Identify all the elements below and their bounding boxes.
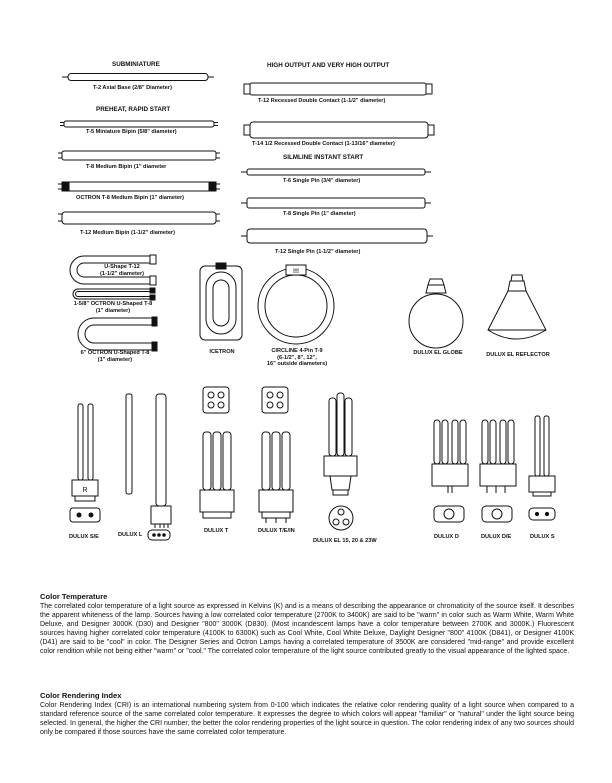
t2-axial-lamp <box>62 74 214 81</box>
heading-preheat: PREHEAT, RAPID START <box>96 106 171 113</box>
label-dulux-d: DULUX D <box>434 534 459 540</box>
label-dulux-se: DULUX S/E <box>69 534 99 540</box>
t12-recessed-lamp <box>244 83 432 95</box>
svg-text:!!!: !!! <box>293 269 299 275</box>
label-t12-bipin: T-12 Medium Bipin (1-1/2" diameter) <box>80 230 175 236</box>
dulux-t-lamp <box>200 387 234 518</box>
t8-single-pin-lamp <box>241 198 431 208</box>
circline-lamp <box>258 265 334 344</box>
dulux-el-spiral-lamp <box>324 393 357 530</box>
heading-subminiature: SUBMINIATURE <box>112 61 160 68</box>
octron-u-6-lamp <box>78 317 157 351</box>
label-t2: T-2 Axial Base (2/8" Diameter) <box>93 85 172 91</box>
label-t12-recessed: T-12 Recessed Double Contact (1-1/2" diameter) <box>258 98 386 104</box>
octron-t8-lamp <box>58 182 220 191</box>
color-rendering-body: Color Rendering Index (CRI) is an international numbering system from 0-100 which indicates the relative color rendering quality of a light source when compared to a standard reference source of the same correlated color temperature. It expresses the degree to which colors will appear "familiar" or "natural" under the light source being selected. In general, the higher the CRI number, the better the color rendering properties of the light source in question. The color rendering index of any two sources should only be compared if those sources have the same correlated color temperature. <box>40 702 574 737</box>
dulux-tein-lamp <box>259 387 293 523</box>
t6-single-pin-lamp <box>241 169 431 175</box>
heading-slimline: SILMLINE INSTANT START <box>283 154 364 161</box>
icetron-lamp <box>200 263 242 340</box>
label-dulux-t: DULUX T <box>204 528 229 534</box>
label-dulux-tein: DULUX T/E/IN <box>258 528 295 534</box>
label-t8-single: T-8 Single Pin (1" diameter) <box>283 211 356 217</box>
dulux-d-lamp <box>432 420 468 522</box>
dulux-el-reflector-lamp <box>488 275 546 339</box>
t14-recessed-lamp <box>244 122 434 138</box>
dulux-de-lamp <box>480 420 516 522</box>
t5-bipin-lamp <box>60 121 218 127</box>
label-t12-single: T-12 Single Pin (1-1/2" diameter) <box>275 249 361 255</box>
dulux-el-globe-lamp <box>409 279 463 348</box>
color-rendering-title: Color Rendering Index <box>40 691 122 700</box>
label-t5: T-5 Miniature Bipin (5/8" diameter) <box>86 129 177 135</box>
label-dulux-de: DULUX D/E <box>481 534 512 540</box>
label-circline: CIRCLINE 4-Pin T-9 (6-1/2", 8", 12", 16" outside diameters) <box>266 348 328 368</box>
color-temperature-title: Color Temperature <box>40 592 108 601</box>
color-temperature-body: The correlated color temperature of a light source as expressed in Kelvins (K) and is a means of describing the appearance or chromaticity of the source itself. It describes the apparent whiteness of the lamp. Sources having a low correlated color temperature (2700K to 3400K) are said to be "warm" in color such as Warm White, Warm White Deluxe, and Designer 3000K (D30) and Designer "800" 3000K (D830). (Most incandescent lamps have a color temperature between 2700K and 3000K.) Fluorescent sources having higher correlated color temperature (4100K to 6300K) such as Cool White, Cool White Deluxe, Daylight Designer "800" 4100K (D841), or Designer 4100K (D41) are said to be "cool" in color. The Designer Series and Octron Lamps having a correlated temperature of 3500K are considered "mid-range" and provide excellent color rendition while not being either "warm" or "cool." The correlated color temperature of the light source contributed greatly to the visual appearance of the lighted space. <box>40 603 574 656</box>
t12-bipin-lamp <box>58 212 220 224</box>
label-dulux-el-reflector: DULUX EL REFLECTOR <box>486 352 550 358</box>
dulux-s-lamp <box>529 416 555 520</box>
label-octron-u-6: 6" OCTRON U-Shaped T-8 (1" diameter) <box>80 350 150 363</box>
label-dulux-el: DULUX EL 15, 20 & 23W <box>313 538 377 544</box>
label-octron-t8: OCTRON T-8 Medium Bipin (1" diameter) <box>76 195 185 201</box>
dulux-l-lamp <box>126 394 171 540</box>
t8-bipin-lamp <box>58 151 220 160</box>
dulux-se-lamp <box>70 404 100 522</box>
label-dulux-s: DULUX S <box>530 534 555 540</box>
label-octron-u-158: 1-5/8" OCTRON U-Shaped T-8 (1" diameter) <box>73 301 153 314</box>
label-icetron: ICETRON <box>209 349 235 355</box>
t12-single-pin-lamp <box>241 229 433 243</box>
label-t8: T-8 Medium Bipin (1" diameter <box>86 164 167 170</box>
octron-u-158-lamp <box>73 288 155 300</box>
heading-high-output: HIGH OUTPUT AND VERY HIGH OUTPUT <box>267 62 390 69</box>
label-dulux-el-globe: DULUX EL GLOBE <box>413 350 463 356</box>
label-dulux-l: DULUX L <box>118 532 143 538</box>
label-u-shape-t12: U-Shape T-12 (1-1/2" diameter) <box>100 264 144 277</box>
label-t14: T-14 1/2 Recessed Double Contact (1-13/16" diameter) <box>252 141 395 147</box>
svg-text:R: R <box>82 487 88 494</box>
label-t6-single: T-6 Single Pin (3/4" diameter) <box>283 178 361 184</box>
